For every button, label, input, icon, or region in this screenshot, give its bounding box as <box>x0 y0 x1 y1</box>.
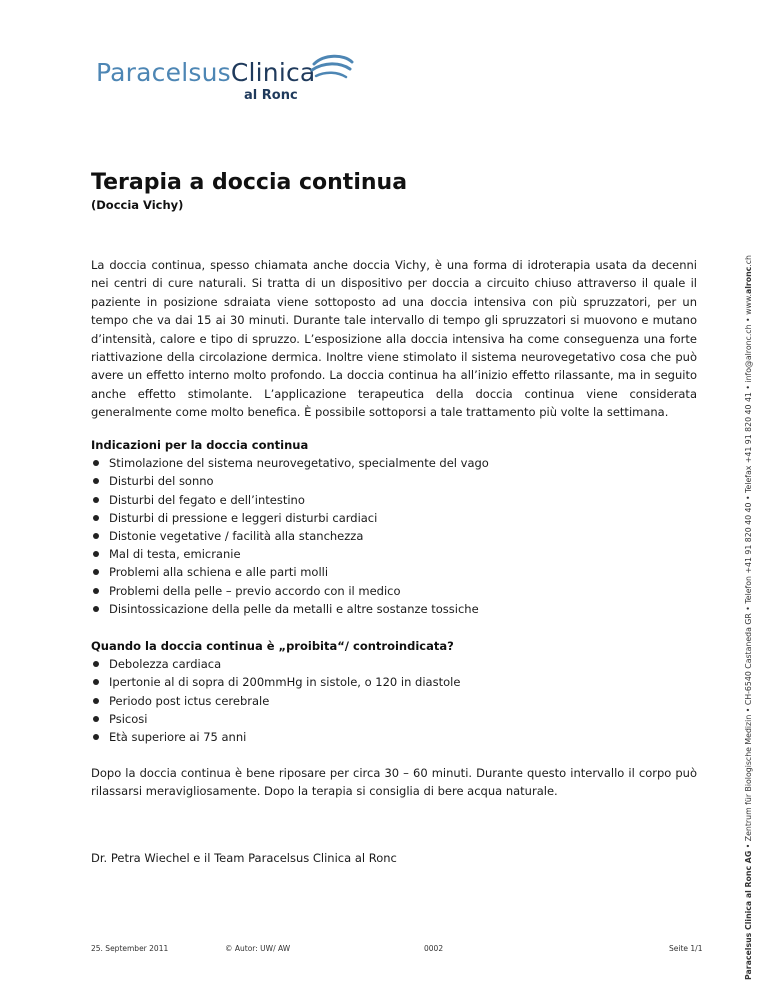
clinic-logo <box>96 52 366 108</box>
website-tld: .ch <box>744 254 753 267</box>
logo-wordmark: ParacelsusClinica <box>96 58 316 87</box>
indications-list <box>91 454 697 618</box>
list-item: Disintossicazione della pelle da metalli e altre sostanze tossiche <box>91 600 697 618</box>
list-item: Psicosi <box>91 710 697 728</box>
bullet-icon <box>93 478 99 484</box>
list-item: Mal di testa, emicranie <box>91 545 697 563</box>
list-item: Debolezza cardiaca <box>91 655 697 673</box>
list-item: Età superiore ai 75 anni <box>91 728 697 746</box>
bullet-icon <box>93 515 99 521</box>
logo-subtitle: al Ronc <box>244 88 298 103</box>
bullet-icon <box>93 734 99 740</box>
bullet-icon <box>93 569 99 575</box>
bullet-icon <box>93 497 99 503</box>
bullet-icon <box>93 551 99 557</box>
bullet-icon <box>93 606 99 612</box>
bullet-icon <box>93 698 99 704</box>
contact-details: • Zentrum für Biologische Medizin • CH-6540 Castaneda GR • Telefon +41 91 820 40 40 • Telefax +41 91 820 40 41 • info@alronc.ch • www. <box>744 294 753 851</box>
footer-code: 0002 <box>424 944 444 953</box>
bullet-icon <box>93 460 99 466</box>
list-item: Disturbi del sonno <box>91 472 697 490</box>
bullet-icon <box>93 533 99 539</box>
footer-page-number: Seite 1/1 <box>669 944 703 953</box>
indications-section <box>91 436 697 618</box>
after-paragraph: Dopo la doccia continua è bene riposare per circa 30 – 60 minuti. Durante questo intervallo il corpo può rilassarsi meravigliosamente. Dopo la terapia si consiglia di bere acqua naturale. <box>91 766 697 799</box>
contraindications-heading: Quando la doccia continua è „proibita“/ controindicata? <box>91 639 454 653</box>
list-item: Disturbi di pressione e leggeri disturbi cardiaci <box>91 509 697 527</box>
page-title: Terapia a doccia continua <box>91 170 408 195</box>
swoosh-icon <box>310 54 354 84</box>
bullet-icon <box>93 716 99 722</box>
footer-author: © Autor: UW/ AW <box>225 944 291 953</box>
page-subtitle: (Doccia Vichy) <box>91 198 184 212</box>
list-item: Periodo post ictus cerebrale <box>91 692 697 710</box>
vertical-contact-strip <box>744 240 753 980</box>
bullet-icon <box>93 679 99 685</box>
list-item: Disturbi del fegato e dell’intestino <box>91 491 697 509</box>
contraindications-section <box>91 637 697 746</box>
indications-heading: Indicazioni per la doccia continua <box>91 438 309 452</box>
company-name: Paracelsus Clinica al Ronc AG <box>744 850 753 980</box>
list-item: Distonie vegetative / facilità alla stanchezza <box>91 527 697 545</box>
list-item: Ipertonie al di sopra di 200mmHg in sistole, o 120 in diastole <box>91 673 697 691</box>
bullet-icon <box>93 588 99 594</box>
list-item: Problemi alla schiena e alle parti molli <box>91 563 697 581</box>
footer-date: 25. September 2011 <box>91 944 169 953</box>
contraindications-list <box>91 655 697 746</box>
signature: Dr. Petra Wiechel e il Team Paracelsus Clinica al Ronc <box>91 851 397 865</box>
list-item: Problemi della pelle – previo accordo con il medico <box>91 582 697 600</box>
bullet-icon <box>93 661 99 667</box>
website-domain: alronc <box>744 266 753 295</box>
list-item: Stimolazione del sistema neurovegetativo, specialmente del vago <box>91 454 697 472</box>
intro-paragraph: La doccia continua, spesso chiamata anche doccia Vichy, è una forma di idroterapia usata da decenni nei centri di cure naturali. Si tratta di un dispositivo per doccia a circuito chiuso attraverso il quale il paziente in posizione sdraiata viene sottoposto ad una doccia intensiva con più spruzzatori, per un tempo che va dai 15 ai 30 minuti. Durante tale intervallo di tempo gli spruzzatori si muovono e mutano d’intensità, calore e tipo di spruzzo. L’esposizione alla doccia intensiva ha come conseguenza una forte riattivazione della circolazione dermica. Inoltre viene stimolato il sistema neurovegetativo cosa che può avere un effetto interno molto profondo. La doccia continua ha all’inizio effetto rilassante, ma in seguito anche effetto stimolante. L’applicazione terapeutica della doccia continua viene considerata generalmente come molto benefica. È possibile sottoporsi a tale trattamento più volte la settimana. <box>91 258 697 420</box>
